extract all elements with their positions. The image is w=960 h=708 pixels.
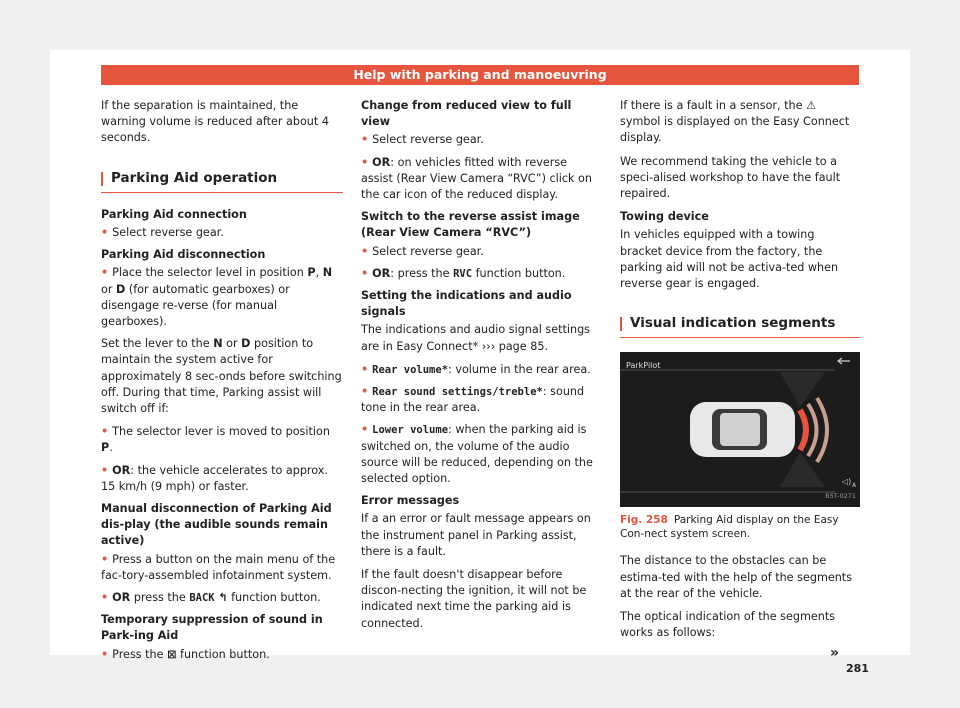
bullet: • Select reverse gear. [361,133,484,147]
settings-text: The indications and audio signal settings are in Easy Connect* ››› page 85. [361,323,591,353]
switch-rvc-title: Switch to the reverse assist image (Rear View Camera “RVC”) [361,210,580,240]
distance-text: The distance to the obstacles can be estima-ted with the help of the segments at the rear of the vehicle. [620,554,853,600]
column-2 [361,98,601,639]
error-messages-title: Error messages [361,494,460,508]
back-arrow-icon [838,358,850,364]
page-header: Help with parking and manoeuvring [101,65,859,85]
sound-icon: ◁) [842,477,852,487]
disconnection-title: Parking Aid disconnection [101,248,266,262]
error-text-2: If the fault doesn't disappear before discon-necting the ignition, it will not be indicated next time the parking aid is connected. [361,568,587,630]
bullet: • Rear volume*: volume in the rear area. [361,362,591,376]
fig-label: ParkPilot [626,361,661,371]
continue-mark: » [830,645,840,661]
optical-text: The optical indication of the segments works as follows: [620,610,836,640]
back-arrow-icon: ↰ [218,591,228,605]
temporary-suppression-title: Temporary suppression of sound in Park-ing Aid [101,613,323,643]
bullet: • Select reverse gear. [101,226,224,240]
fault-text: If there is a fault in a sensor, the ⚠ symbol is displayed on the Easy Connect display. [620,99,850,145]
parkpilot-figure [620,352,860,507]
towing-text: In vehicles equipped with a towing bracket device from the factory, the parking aid will not be activa-ted when reverse gear is engaged. [620,228,839,291]
manual-disconnection-title: Manual disconnection of Parking Aid dis-play (the audible sounds remain active) [101,502,332,548]
bullet: • OR: press the RVC function button. [361,266,566,280]
mute-icon: ⊠ [167,647,177,661]
column-1 [101,98,343,669]
bullet: • Lower volume: when the parking aid is switched on, the volume of the audio source will be reduced, depending on the selected option. [361,423,593,486]
fig-code: B5T-0271 [825,492,856,501]
bullet: • OR press the BACK ↰ function button. [101,591,321,605]
figure-caption: Fig. 258 Parking Aid display on the Easy Con-nect system screen. [620,514,839,541]
bullet: • OR: on vehicles fitted with reverse assist (Rear View Camera “RVC”) click on the car icon of the reduced display. [361,155,592,202]
rear-segment-2 [808,404,817,456]
svg-text:A: A [852,482,857,490]
bullet: • Place the selector level in position P, N or D (for automatic gearboxes) or disengage re-verse (for manual gearboxes). [101,266,333,329]
connection-title: Parking Aid connection [101,207,247,221]
page-number: 281 [846,662,869,675]
lever-text: Set the lever to the N or D position to maintain the system active for approximately 8 sec-onds before switching off. During that time, Parking assist will switch off if: [101,337,342,416]
bullet: • The selector lever is moved to position P. [101,425,330,455]
error-text-1: If a an error or fault message appears on the instrument panel in Parking assist, there is a fault. [361,512,591,558]
bullet: • Press the ⊠ function button. [101,647,270,661]
bullet: • OR: the vehicle accelerates to approx. 15 km/h (9 mph) or faster. [101,463,328,493]
section-visual-indication: Visual indication segments [620,299,860,338]
settings-title: Setting the indications and audio signals [361,289,572,319]
column-3 [620,98,860,648]
towing-title: Towing device [620,210,709,224]
change-view-title: Change from reduced view to full view [361,99,572,129]
warning-triangle-icon: ⚠ [806,99,817,112]
recommend-text: We recommend taking the vehicle to a speci-alised workshop to have the fault repaired. [620,154,841,201]
bullet: • Select reverse gear. [361,244,484,258]
rear-segment-1 [800,410,806,450]
section-parking-aid-operation: Parking Aid operation [101,154,343,193]
bullet: • Rear sound settings/treble*: sound tone in the rear area. [361,385,585,415]
intro-text: If the separation is maintained, the warning volume is reduced after about 4 seconds. [101,99,329,145]
bullet: • Press a button on the main menu of the fac-tory-assembled infotainment system. [101,552,336,582]
parkpilot-illustration [620,352,860,507]
